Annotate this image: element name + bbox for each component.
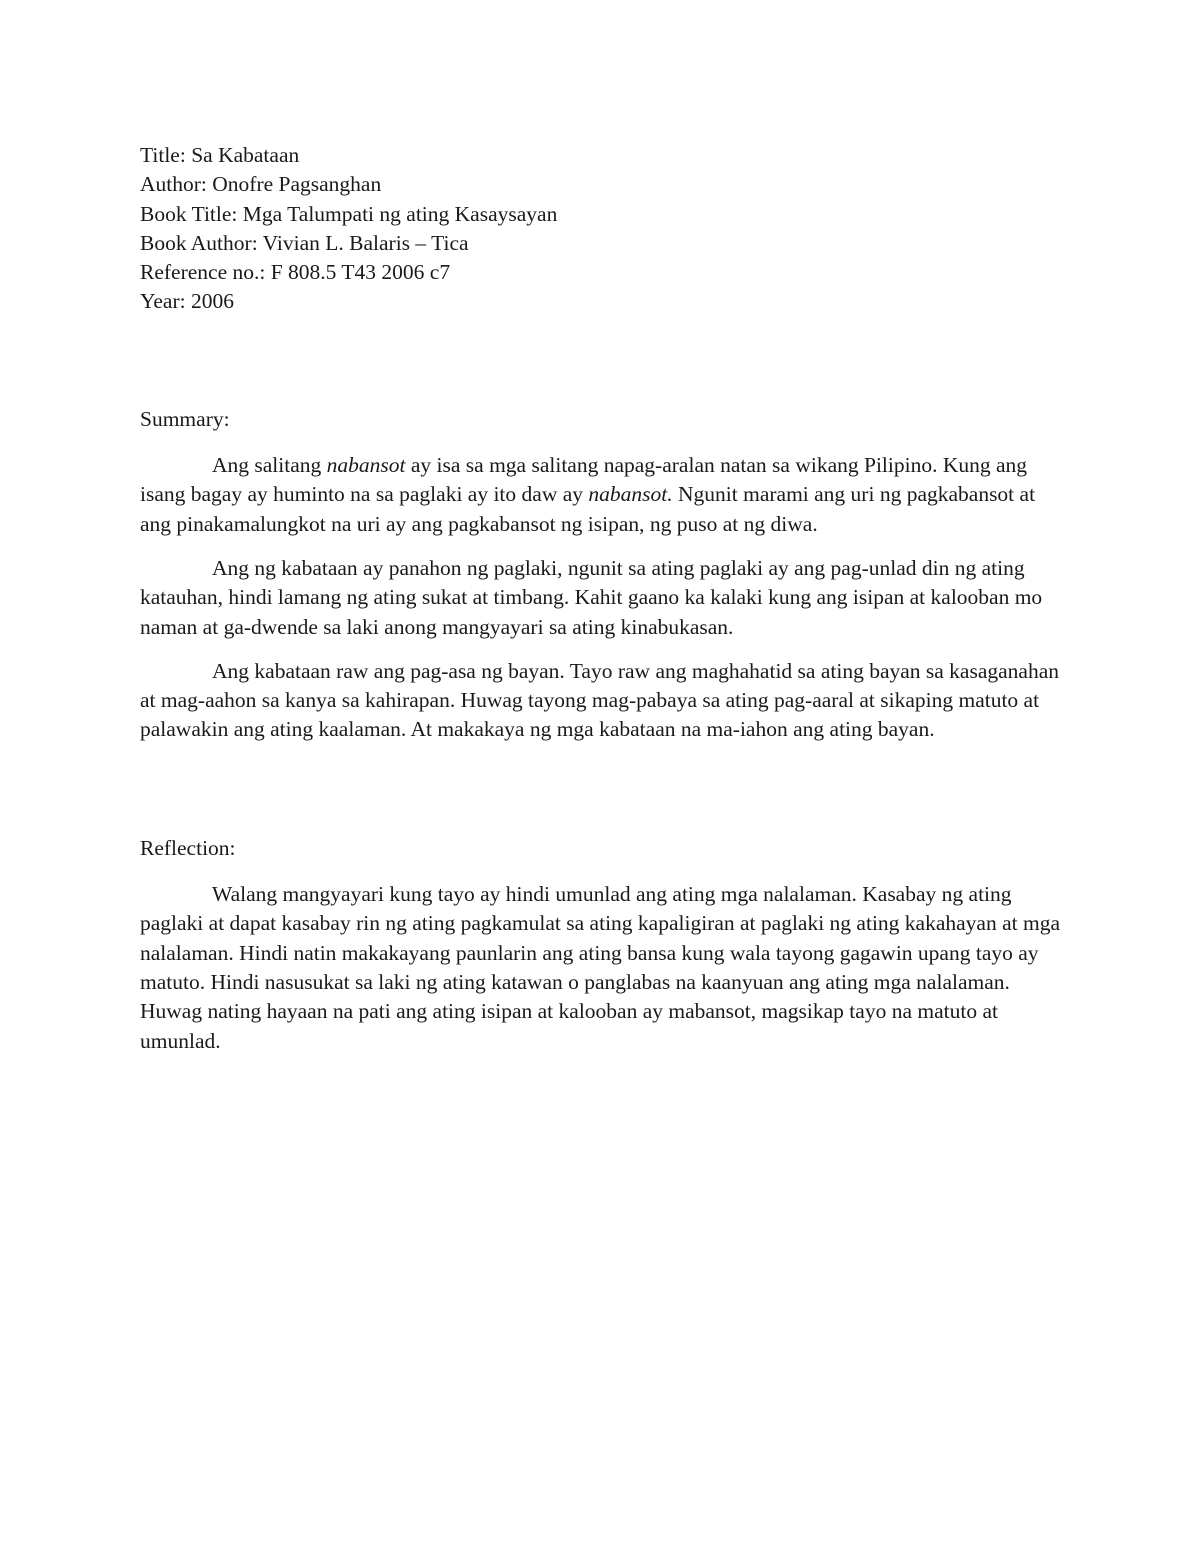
summary-p1-italic-1: nabansot: [326, 453, 406, 478]
reflection-heading: Reflection:: [140, 835, 236, 860]
metadata-block: [140, 141, 1065, 317]
book-author-line: Book Author: Vivian L. Balaris – Tica: [140, 230, 469, 255]
book-title-line: Book Title: Mga Talumpati ng ating Kasaysayan: [140, 201, 558, 226]
summary-paragraph-3: Ang kabataan raw ang pag-asa ng bayan. Tayo raw ang maghahatid sa ating bayan sa kasaganahan at mag-aahon sa kanya sa kahirapan. Huwag tayong mag-pabaya sa ating pag-aaral at sikaping matuto at palawakin ang ating kaalaman. At makakaya ng mga kabataan na ma-iahon ang ating bayan.: [140, 658, 1060, 742]
reflection-section: [140, 834, 1065, 1056]
summary-p1-text-1: Ang salitang: [212, 453, 327, 478]
summary-paragraph-1: [140, 451, 1065, 539]
reference-line: Reference no.: F 808.5 T43 2006 c7: [140, 260, 451, 285]
reflection-paragraph-1: Walang mangyayari kung tayo ay hindi umunlad ang ating mga nalalaman. Kasabay ng ating paglaki at dapat kasabay rin ng ating pagkamulat sa ating kapaligiran at paglaki ng ating kakahayan at mga nalalaman. Hindi natin makakayang paunlarin ang ating bansa kung wala tayong gagawin upang tayo ay matuto. Hindi nasusukat sa laki ng ating katawan o panglabas na kaanyuan ang ating mga nalalaman. Huwag nating hayaan na pati ang ating isipan at kalooban ay mabansot, magsikap tayo na matuto at umunlad.: [140, 882, 1060, 1053]
summary-paragraph-2: Ang ng kabataan ay panahon ng paglaki, ngunit sa ating paglaki ay ang pag-unlad din ng ating katauhan, hindi lamang ng ating sukat at timbang. Kahit gaano ka kalaki kung ang isipan at kalooban mo naman at ga-dwende sa laki anong mangyayari sa ating kinabukasan.: [140, 555, 1043, 639]
year-line: Year: 2006: [140, 289, 234, 314]
summary-p1-text-3: Ngunit marami ang uri ng pagkabansot at ang pinakamalungkot na uri ay ang pagkabansot ng isipan, ng puso at ng diwa.: [140, 482, 1036, 536]
summary-section: [140, 405, 1065, 745]
document-body: [140, 141, 1065, 1056]
author-line: Author: Onofre Pagsanghan: [140, 172, 382, 197]
summary-p1-text-2: ay isa sa mga salitang napag-aralan natan sa wikang Pilipino. Kung ang isang bagay ay huminto na sa paglaki ay ito daw ay: [140, 453, 1028, 507]
summary-p1-italic-2: nabansot.: [588, 482, 673, 507]
title-line: Title: Sa Kabataan: [140, 143, 300, 167]
summary-heading: Summary:: [140, 406, 230, 431]
